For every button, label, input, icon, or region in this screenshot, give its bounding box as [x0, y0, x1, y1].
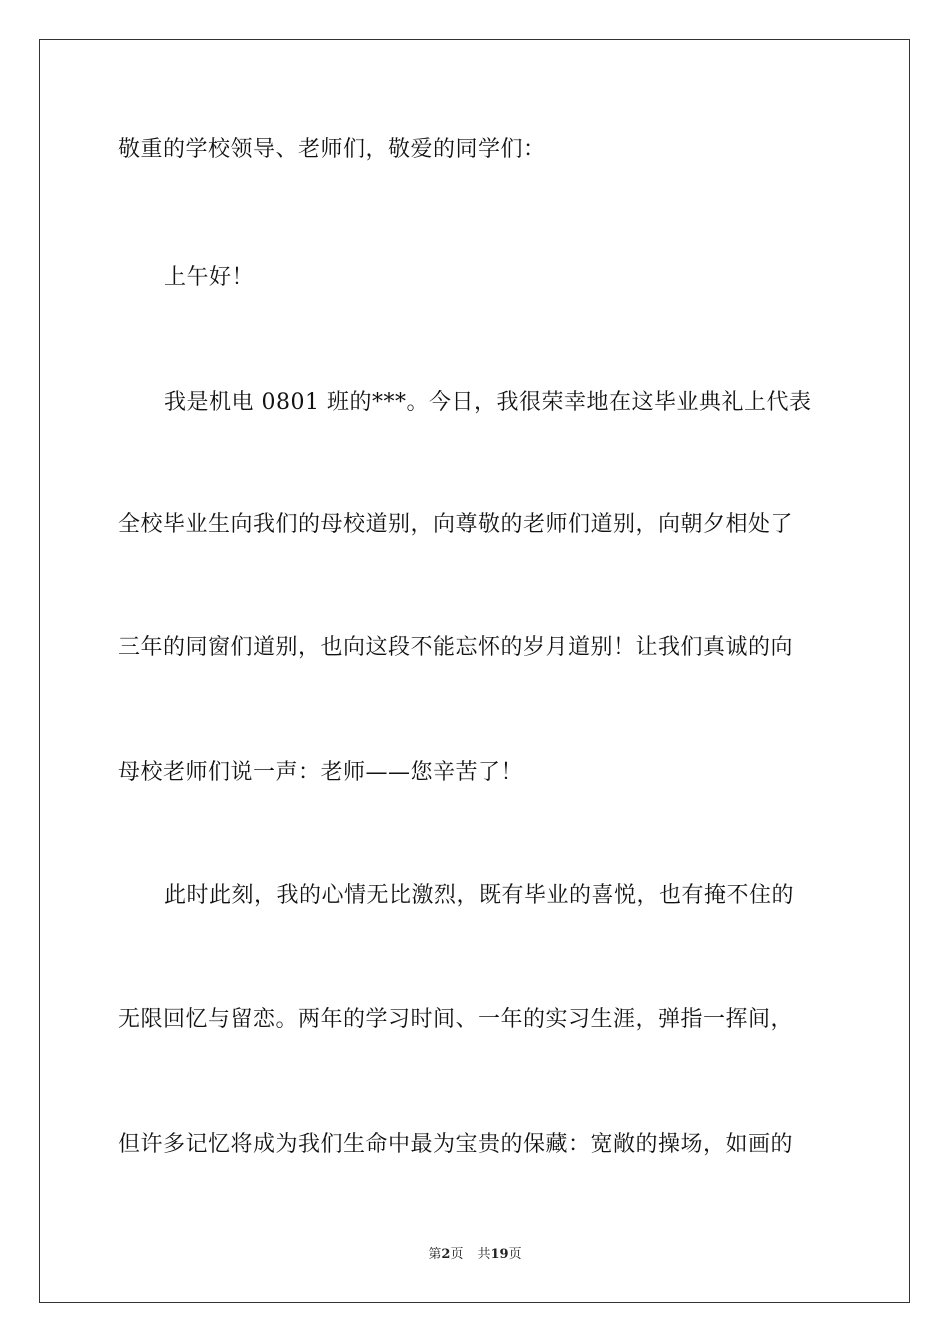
paragraph-line: 但许多记忆将成为我们生命中最为宝贵的保藏：宽敞的操场，如画的 — [118, 1132, 794, 1157]
paragraph-line: 我是机电 0801 班的***。今日，我很荣幸地在这毕业典礼上代表 — [164, 390, 812, 415]
page-suffix: 页 — [450, 1247, 464, 1262]
total-pages: 19 — [490, 1247, 509, 1262]
total-prefix: 共 — [477, 1247, 491, 1262]
page-footer — [0, 1246, 950, 1264]
greeting-line: 上午好！ — [164, 265, 255, 290]
paragraph-line: 无限回忆与留恋。两年的学习时间、一年的实习生涯，弹指一挥间， — [118, 1007, 794, 1032]
paragraph-line: 全校毕业生向我们的母校道别，向尊敬的老师们道别，向朝夕相处了 — [118, 512, 794, 537]
paragraph-line: 母校老师们说一声：老师——您辛苦了！ — [118, 760, 524, 785]
page-prefix: 第 — [428, 1247, 442, 1262]
page-border — [39, 39, 910, 1303]
page-number: 2 — [441, 1247, 451, 1262]
total-suffix: 页 — [508, 1247, 522, 1262]
paragraph-line: 此时此刻，我的心情无比激烈，既有毕业的喜悦，也有掩不住的 — [164, 883, 795, 908]
paragraph-line: 三年的同窗们道别，也向这段不能忘怀的岁月道别！让我们真诚的向 — [118, 635, 794, 660]
salutation-line: 敬重的学校领导、老师们，敬爱的同学们： — [118, 137, 546, 162]
